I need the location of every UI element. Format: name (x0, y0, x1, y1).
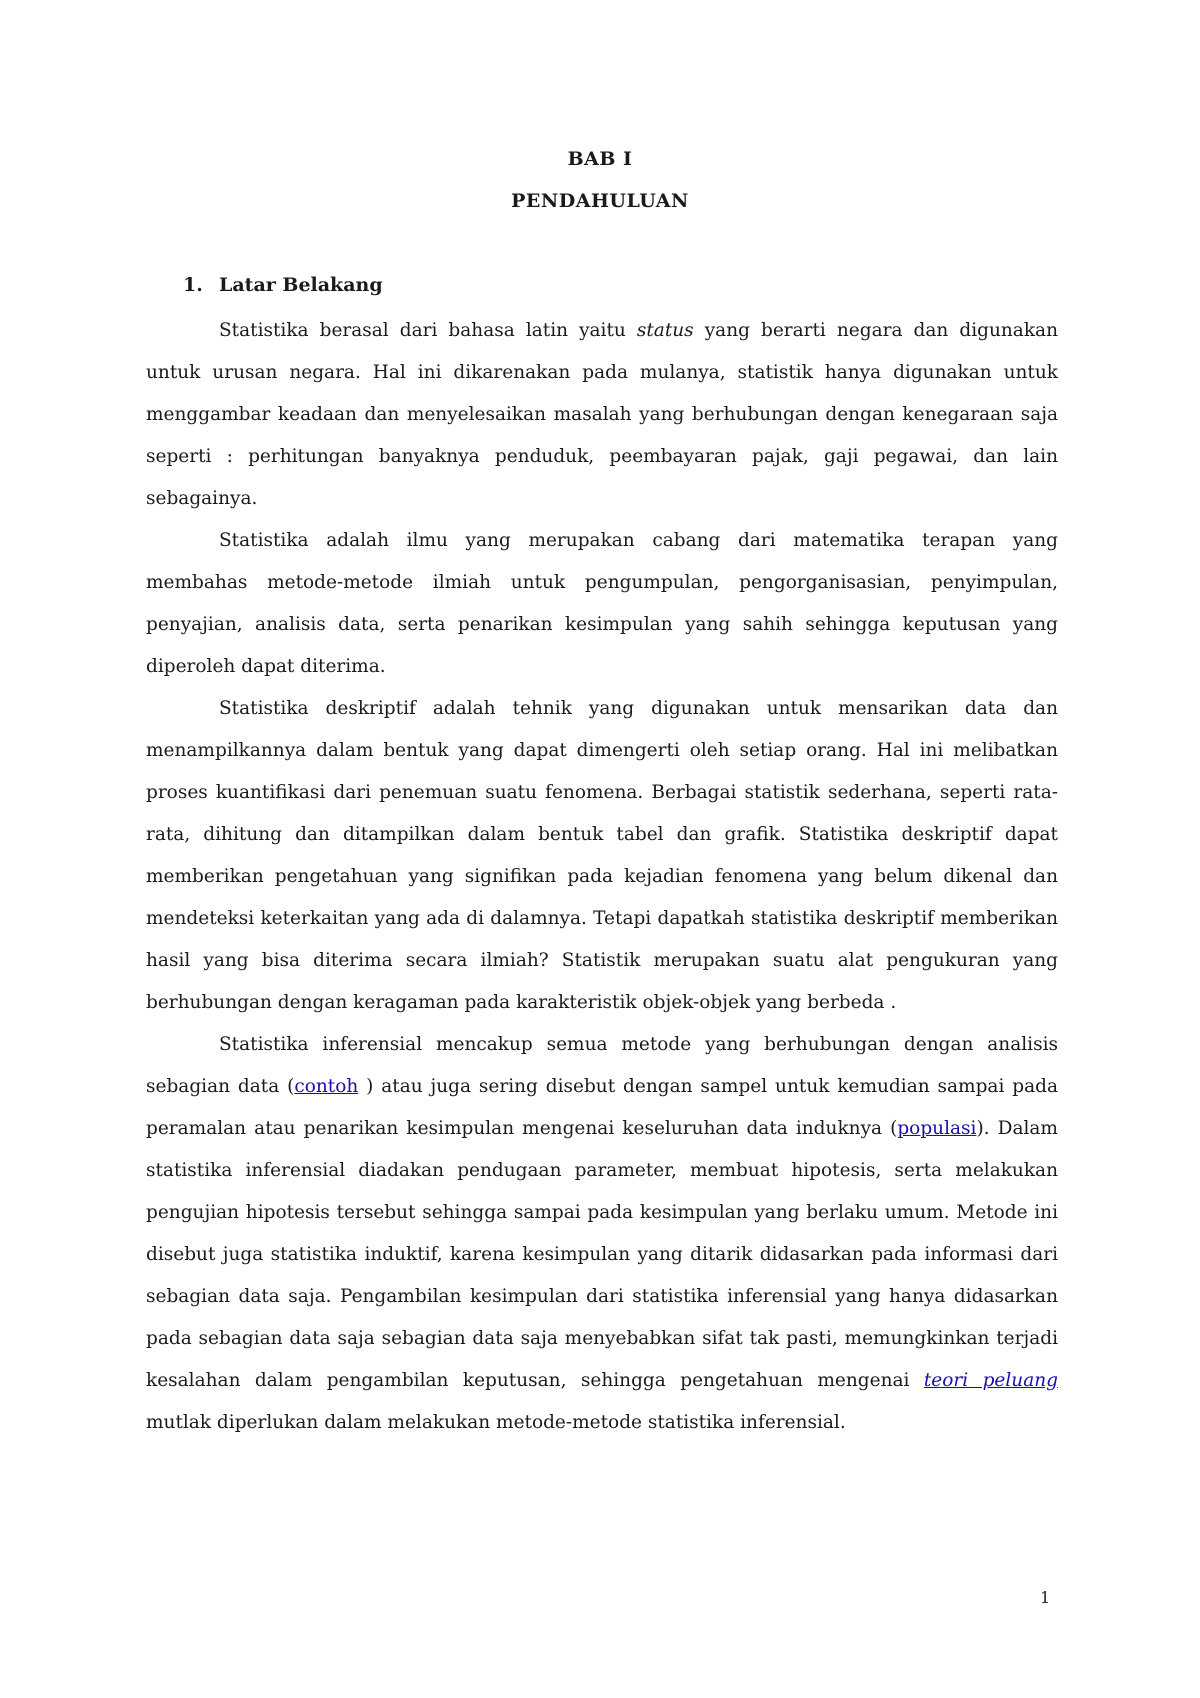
paragraph-1-after: yang berarti negara dan digunakan untuk urusan negara. Hal ini dikarenakan pada mulanya, statistik hanya digunakan untuk menggambar keadaan dan menyelesaikan masalah yang berhubungan dengan kenegaraan saja seperti : perhitungan banyaknya penduduk, peembayaran pajak, gaji pegawai, dan lain sebagainya. (146, 320, 1058, 509)
page-number: 1 (1040, 1588, 1051, 1607)
section-number: 1. (183, 274, 203, 296)
paragraph-4 (146, 1024, 1058, 1444)
paragraph-4-part-4: mutlak diperlukan dalam melakukan metode-metode statistika inferensial. (146, 1412, 846, 1433)
section-title: Latar Belakang (219, 274, 383, 296)
paragraph-4-part-3: ). Dalam statistika inferensial diadakan pendugaan parameter, membuat hipotesis, serta melakukan pengujian hipotesis tersebut sehingga sampai pada kesimpulan yang berlaku umum. Metode ini disebut juga statistika induktif, karena kesimpulan yang ditarik didasarkan pada informasi dari sebagian data saja. Pengambilan kesimpulan dari statistika inferensial yang hanya didasarkan pada sebagian data saja sebagian data saja menyebabkan sifat tak pasti, memungkinkan terjadi kesalahan dalam pengambilan keputusan, sehingga pengetahuan mengenai (146, 1118, 1058, 1391)
link-teori-peluang[interactable]: teori peluang (923, 1370, 1058, 1391)
chapter-title: PENDAHULUAN (511, 190, 689, 212)
chapter-number: BAB I (567, 148, 633, 170)
section-heading (183, 274, 383, 296)
paragraph-4-part-1: Statistika inferensial mencakup semua metode yang berhubungan dengan analisis sebagian data ( (146, 1034, 1058, 1097)
link-contoh[interactable]: contoh (294, 1076, 359, 1097)
paragraph-4-part-2: ) atau juga sering disebut dengan sampel untuk kemudian sampai pada peramalan atau penarikan kesimpulan mengenai keseluruhan data induknya ( (146, 1076, 1058, 1139)
paragraph-2: Statistika adalah ilmu yang merupakan cabang dari matematika terapan yang membahas metode-metode ilmiah untuk pengumpulan, pengorganisasian, penyimpulan, penyajian, analisis data, serta penarikan kesimpulan yang sahih sehingga keputusan yang diperoleh dapat diterima. (146, 530, 1058, 677)
link-populasi[interactable]: populasi (897, 1118, 977, 1139)
paragraph-1-italic-term: status (636, 320, 694, 341)
paragraph-1 (146, 310, 1058, 520)
paragraph-3: Statistika deskriptif adalah tehnik yang digunakan untuk mensarikan data dan menampilkannya dalam bentuk yang dapat dimengerti oleh setiap orang. Hal ini melibatkan proses kuantifikasi dari penemuan suatu fenomena. Berbagai statistik sederhana, seperti rata-rata, dihitung dan ditampilkan dalam bentuk tabel dan grafik. Statistika deskriptif dapat memberikan pengetahuan yang signifikan pada kejadian fenomena yang belum dikenal dan mendeteksi keterkaitan yang ada di dalamnya. Tetapi dapatkah statistika deskriptif memberikan hasil yang bisa diterima secara ilmiah? Statistik merupakan suatu alat pengukuran yang berhubungan dengan keragaman pada karakteristik objek-objek yang berbeda . (146, 698, 1058, 1013)
paragraph-1-before: Statistika berasal dari bahasa latin yaitu (219, 320, 637, 341)
body-text (146, 310, 1058, 1444)
